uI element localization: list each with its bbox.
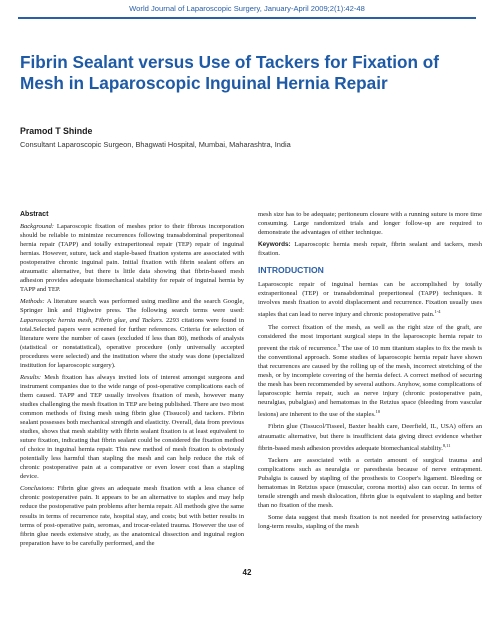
intro-p2b-text: The use of 10 mm titanium staples to fix the mesh is the conventional approach. Some studies of laparoscopic hernia repair have shown that recurrences are caused by the rolling up of the mesh, incorrect stretching of the mesh, or by incomplete covering of the hernia defect. A correct method of securing the mesh has been recommended by several authors. Anyhow, some complications of laparoscopic hernia repair, such as nerve injury (chronic postoperative pain, neuralgias, pubalgias) and hematomas in the Retzius space (bleeding from vascular lesions) are inherent to the use of the staples.: [258, 344, 482, 419]
keywords-label: Keywords:: [258, 241, 291, 249]
intro-paragraph-1: [258, 280, 482, 319]
methods-label: Methods:: [20, 298, 45, 306]
methods-text-a: A literature search was performed using medline and the search Google, Springer link and Highwire press. The following search terms were used:: [20, 298, 244, 315]
background-text: Laparoscopic fixation of meshes prior to their fibrous incorporation should be reliable to minimize recurrences following transabdominal preperitoneal hernia repair (TAPP) and totally extraperitoneal repair (TEP) repair of inguinal hernias. However, suture, tack and staple-based fixation systems are associated with postoperative chronic inguinal pain. Initial fixation with fibrin sealant offers an atraumatic alternative, but there is little data showing that fibrin-based mesh adhesion provides adequate biomechanical stability for repair of inguinal hernia by TAPP and TEP.: [20, 223, 244, 294]
article-title: Fibrin Sealant versus Use of Tackers for Fixation of Mesh in Laparoscopic Inguinal Hernia Repair: [20, 52, 439, 93]
abstract-conclusions: [20, 484, 244, 547]
keywords-text: Laparoscopic hernia mesh repair, fibrin sealant and tackers, mesh fixation.: [258, 241, 483, 258]
background-label: Background:: [20, 223, 54, 231]
intro-p1-text: Laparoscopic repair of inguinal hernias can be accomplished by totally extraperitoneal (TEP) or transabdominal preperitoneal (TAPP) techniques. It involves mesh fixation to avoid displacement and recurrence. Fixation usually uses staples that can lead to nerve injury and chronic postoperative pain.: [258, 281, 482, 319]
methods-text-b: 2293 citations were found in total.Selected papers were screened for further references. Criteria for selection of literature were the number of cases (excluded if less than 80), methods of analysis (statistical or nonstatistical), operative procedure (only universally accepted procedures were selected) and the institution where the study was done (specialized institution for laparoscopic surgery).: [20, 316, 244, 369]
conclusions-label: Conclusions:: [20, 485, 55, 493]
abstract-results: [20, 373, 244, 482]
conclusions-text: Fibrin glue gives an adequate mesh fixation with a less chance of chronic postoperative pain. It appears to be an alternative to staples and may help reduce the postoperative pain problems after hernia repair. All methods give the same results in terms of recurrence rate, hospital stay, and costs; but with better results in terms of post-operative pain, seromas, and trocar-related trauma. However the use of fibrin glue needs extensive study, as the anatomical dissection and inguinal region preparation have to be carefully performed, and the: [20, 485, 244, 547]
abstract-background: [20, 222, 244, 294]
left-column: [20, 210, 244, 548]
methods-search-terms: Laparoscopic hernia mesh, Fibrin glue, and Tackers.: [20, 316, 164, 324]
abstract-continued: mesh size has to be adequate; peritoneum closure with a running suture is more time consuming. Large randomized trials and longer follow-up are required to demonstrate the advantages of either technique.: [258, 211, 482, 237]
header-rule: [18, 17, 476, 19]
intro-p2-ref: 5: [337, 342, 341, 348]
intro-p3-ref: 8,11: [442, 442, 451, 448]
author-name: Pramod T Shinde: [20, 126, 93, 136]
author-affiliation: Consultant Laparoscopic Surgeon, Bhagwati Hospital, Mumbai, Maharashtra, India: [20, 140, 291, 149]
journal-header: World Journal of Laparoscopic Surgery, January-April 2009;2(1):42-48: [129, 4, 365, 13]
intro-paragraph-3: [258, 422, 482, 452]
right-column: [258, 210, 482, 531]
intro-paragraph-5: Some data suggest that mesh fixation is not needed for preserving satisfactory long-term results, stapling of the mesh: [258, 514, 482, 531]
results-text: Mesh fixation has always invited lots of interest amongst surgeons and instrument companies due to the wide range of post-operative complications each of them caused. TAPP and TEP usually involves fixation of mesh, however many studies challenging the mesh fixation in TEP are being published. There are two most common methods of fixing mesh using fibrin glue (Tissucol) and tackers. Fibrin sealant possesses both mechanical strength and elasticity. Overall, data from previous studies, shows that mesh stability with fibrin sealant fixation is at least equivalent to suture fixation, indicating that fibrin sealant could be considered the fixation method of choice in inguinal hernia repair. This new method of mesh fixation is obviously potentially less harmful than stapling the mesh and can help reduce the risk of chronic postoperative pain at a comparative or even lower cost than a stapling device.: [20, 373, 244, 481]
abstract-methods: [20, 297, 244, 369]
intro-paragraph-4: Tackers are associated with a certain amount of surgical trauma and complications such as neuralgia or paresthesia because of nerve entrapment. Pubalgia is caused by stapling of the prosthesis to Cooper's ligament. Bleeding or hematomas in Retzius space (muscular, corona mortis) also can occur. In terms of tensile strength and mesh dislocation, fibrin glue is equivalent to stapling and better than no fixation of the mesh.: [258, 456, 482, 509]
results-label: Results:: [20, 373, 42, 381]
intro-p1-ref: 1-4: [434, 309, 441, 315]
abstract-heading: Abstract: [20, 211, 49, 218]
intro-p3-text: Fibrin glue (Tissucol/Tisseel, Baxter health care, Deerfield, IL, USA) offers an atraumatic alternative, but there is insufficient data giving direct evidence whether fibrin-based mesh adhesion provides adequate biomechanical stability.: [258, 423, 482, 452]
intro-paragraph-2: [258, 323, 482, 420]
intro-p2-text: The correct fixation of the mesh, as well as the right size of the graft, are considered the most important surgical steps in the laparoscopic hernia repair to prevent the risk of recurrence.: [258, 323, 482, 352]
keywords: [258, 240, 482, 258]
page-number: 42: [242, 568, 252, 577]
introduction-heading: INTRODUCTION: [258, 265, 324, 276]
intro-p2b-ref: 10: [375, 409, 381, 415]
